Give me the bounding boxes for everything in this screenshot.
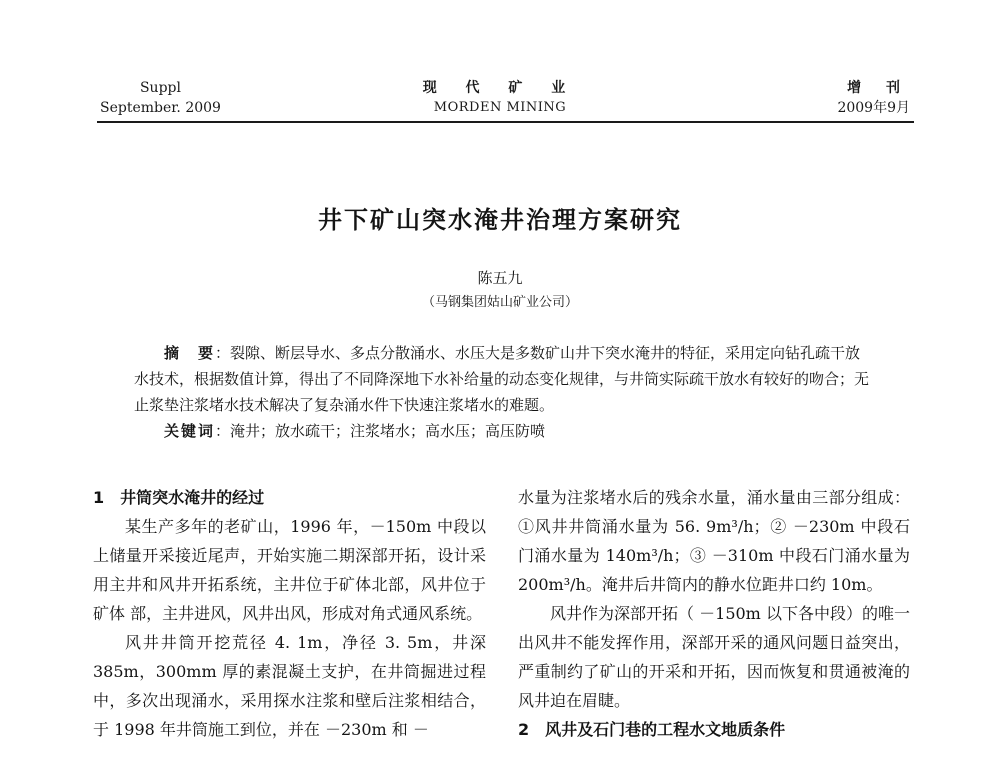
header-date-cn: 2009年9月: [837, 100, 910, 116]
keywords-label: 关键词: [164, 422, 216, 440]
article-title: 井下矿山突水淹井治理方案研究: [318, 205, 682, 234]
abstract-text: ：裂隙、断层导水、多点分散涌水、水压大是多数矿山井下突水淹井的特征，采用定向钻孔疏干放水技术，根据数值计算，得出了不同降深地下水补给量的动态变化规律，与井筒实际疏干放水有较好的吻合；无止浆垫注浆堵水技术解决了复杂涌水件下快速注浆堵水的难题。: [134, 344, 870, 414]
affiliation: （马钢集团姑山矿业公司）: [421, 295, 578, 310]
paragraph: 水量为注浆堵水后的残余水量，涌水量由三部分组成：①风井井筒涌水量为 56. 9m³/h；② －230m 中段石门涌水量为 140m³/h；③ －310m 中段石门涌水量为 200m³/h。淹井后井筒内的静水位距井口约 10m。: [518, 488, 910, 594]
paragraph: 风井井筒开挖荒径 4. 1m，净径 3. 5m，井深 385m，300mm 厚的素混凝土支护，在井筒掘进过程中，多次出现涌水，采用探水注浆和壁后注浆相结合，于 1998 年井筒施工到位，并在 －230m 和 －: [93, 633, 486, 739]
keywords-text: ：淹井；放水疏干；注浆堵水；高水压；高压防喷: [215, 422, 546, 440]
header-suppl: Suppl: [139, 80, 181, 96]
paragraph: 风井作为深部开拓（ －150m 以下各中段）的唯一出风井不能发挥作用，深部开采的通风问题日益突出，严重制约了矿山的开采和开拓，因而恢复和贯通被淹的风井迫在眉睫。: [518, 604, 910, 710]
author: 陈五九: [477, 269, 523, 287]
section-heading-2: 2 风井及石门巷的工程水文地质条件: [518, 720, 786, 739]
header-center: [420, 78, 580, 118]
paragraph: 某生产多年的老矿山，1996 年，－150m 中段以上储量开采接近尾声，开始实施二期深部开拓，设计采用主井和风井开拓系统，主井位于矿体北部，风井位于矿体 部，主井进风，风井出风，形成对角式通风系统。: [93, 517, 486, 623]
keywords: [134, 418, 874, 444]
header-right: [790, 78, 910, 118]
left-column: [93, 483, 486, 744]
abstract-label: 摘 要: [164, 344, 216, 362]
right-column: [518, 483, 910, 744]
section-heading-1: 1 井筒突水淹井的经过: [93, 488, 265, 507]
header-issue-cn: 增 刊: [847, 80, 910, 96]
abstract: [134, 340, 874, 418]
abstract-block: [134, 340, 874, 444]
journal-name-en: MORDEN MINING: [433, 100, 567, 115]
journal-name-cn: 现 代 矿 业: [422, 80, 578, 96]
header-date-en: September. 2009: [100, 100, 221, 116]
header-left: [100, 78, 221, 118]
header-rule: [97, 121, 914, 123]
